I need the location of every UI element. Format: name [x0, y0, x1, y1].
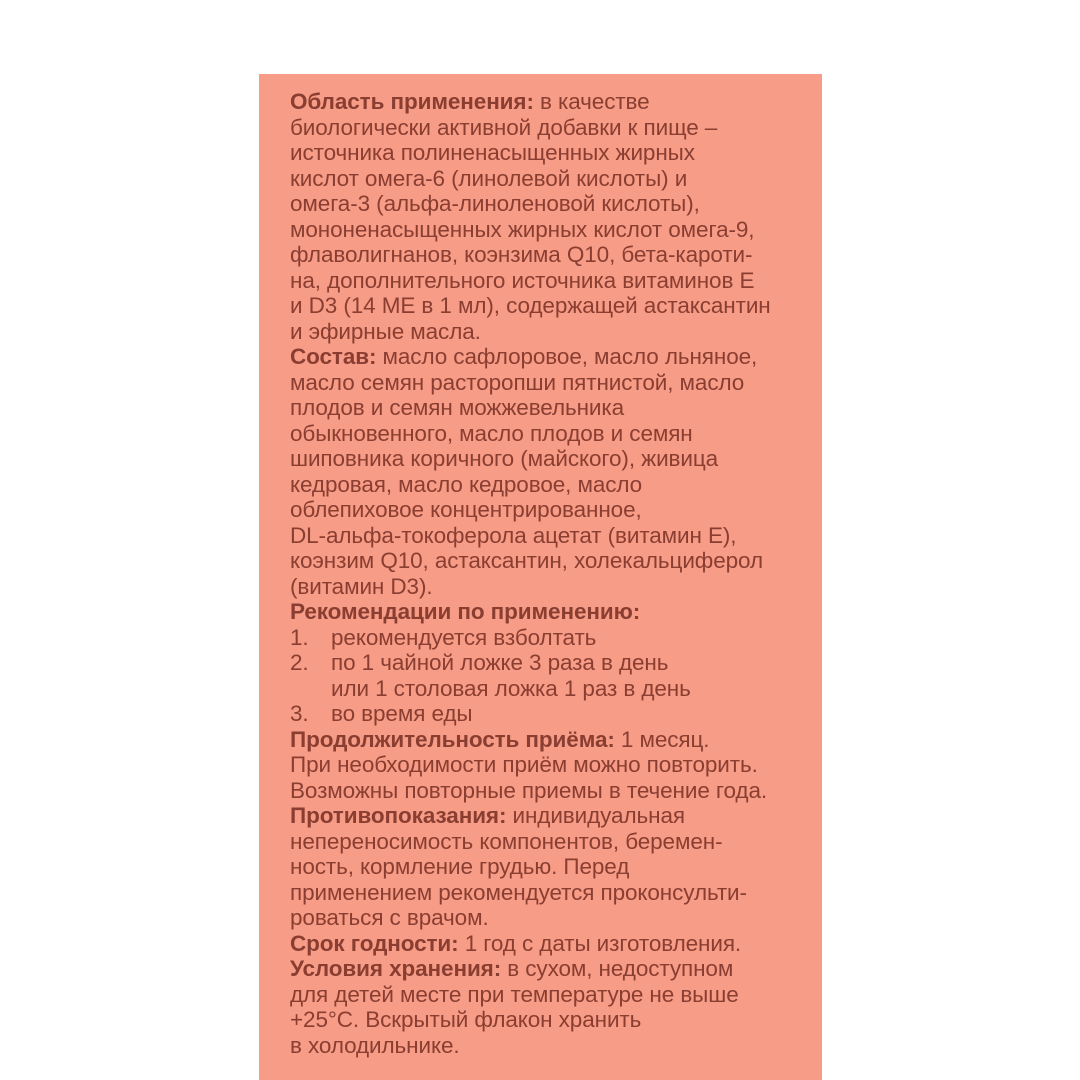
duration-line: При необходимости приём можно повторить. [290, 752, 758, 777]
contraindications-line: роваться с врачом. [290, 905, 489, 930]
list-item-continuation: или 1 столовая ложка 1 раз в день [331, 675, 691, 701]
composition-heading: Состав: [290, 344, 377, 369]
composition-line: (витамин D3). [290, 573, 433, 599]
composition-first-line [290, 344, 815, 370]
list-item-text: рекомендуется взболтать [331, 624, 597, 650]
storage-line: +25°С. Вскрытый флакон хранить [290, 1007, 642, 1032]
storage-first-text: в сухом, недоступном [501, 956, 734, 981]
application-line: источника полиненасыщенных жирных [290, 140, 695, 165]
list-item [290, 625, 815, 651]
composition-line: DL-альфа-токоферола ацетат (витамин Е), [290, 522, 737, 548]
list-item-text: по 1 чайной ложке 3 раза в день [331, 650, 669, 675]
composition-line: коэнзим Q10, астаксантин, холекальциферол [290, 548, 763, 573]
composition-line: облепиховое концентрированное, [290, 497, 642, 522]
composition-line: кедровая, масло кедровое, масло [290, 471, 643, 497]
composition-line: шиповника коричного (майского), живица [290, 446, 719, 471]
application-first-line [290, 89, 815, 115]
application-first-text: в качестве [533, 89, 650, 114]
shelf-life-text: 1 год с даты изготовления. [458, 930, 742, 956]
duration-first-text: 1 месяц. [614, 726, 710, 752]
storage-line: в холодильнике. [290, 1032, 460, 1058]
list-item-text: во время еды [331, 701, 473, 726]
application-heading: Область применения: [290, 89, 534, 114]
contraindications-line: применением рекомендуется проконсульти- [290, 879, 747, 905]
contraindications-line: ность, кормление грудью. Перед [290, 854, 630, 879]
application-line: флаволигнанов, коэнзима Q10, бета-кароти- [290, 242, 753, 267]
application-line: на, дополнительного источника витаминов Е [290, 267, 755, 293]
list-item [290, 701, 815, 727]
storage-line: для детей месте при температуре не выше [290, 981, 739, 1007]
list-item-number: 2. [290, 650, 309, 675]
application-line: кислот омега-6 (линолевой кислоты) и [290, 165, 688, 191]
contraindications-line: непереносимость компонентов, беремен- [290, 828, 723, 854]
shelf-life-line [290, 931, 815, 957]
duration-line: Возможны повторные приемы в течение года. [290, 777, 768, 803]
contraindications-heading: Противопоказания: [290, 803, 507, 828]
list-item [290, 650, 815, 676]
list-item-number: 1. [290, 624, 309, 650]
composition-first-text: масло сафлоровое, масло льняное, [376, 344, 758, 369]
application-line: и D3 (14 МЕ в 1 мл), содержащей астаксантин [290, 293, 771, 318]
list-item-number: 3. [290, 701, 309, 726]
recommendations-heading: Рекомендации по применению: [290, 599, 641, 624]
contraindications-first-text: индивидуальная [506, 803, 685, 828]
duration-first-line [290, 727, 815, 753]
application-line: биологически активной добавки к пище – [290, 114, 718, 140]
contraindications-first-line [290, 803, 815, 829]
application-line: мононенасыщенных жирных кислот омега-9, [290, 216, 755, 242]
application-line: и эфирные масла. [290, 318, 481, 344]
composition-line: масло семян расторопши пятнистой, масло [290, 369, 745, 395]
label-text [290, 89, 815, 1058]
storage-heading: Условия хранения: [290, 956, 502, 981]
application-line: омега-3 (альфа-линоленовой кислоты), [290, 191, 700, 216]
composition-line: плодов и семян можжевельника [290, 395, 625, 420]
composition-line: обыкновенного, масло плодов и семян [290, 420, 693, 446]
duration-heading: Продолжительность приёма: [290, 726, 615, 752]
shelf-life-heading: Срок годности: [290, 930, 459, 956]
storage-first-line [290, 956, 815, 982]
